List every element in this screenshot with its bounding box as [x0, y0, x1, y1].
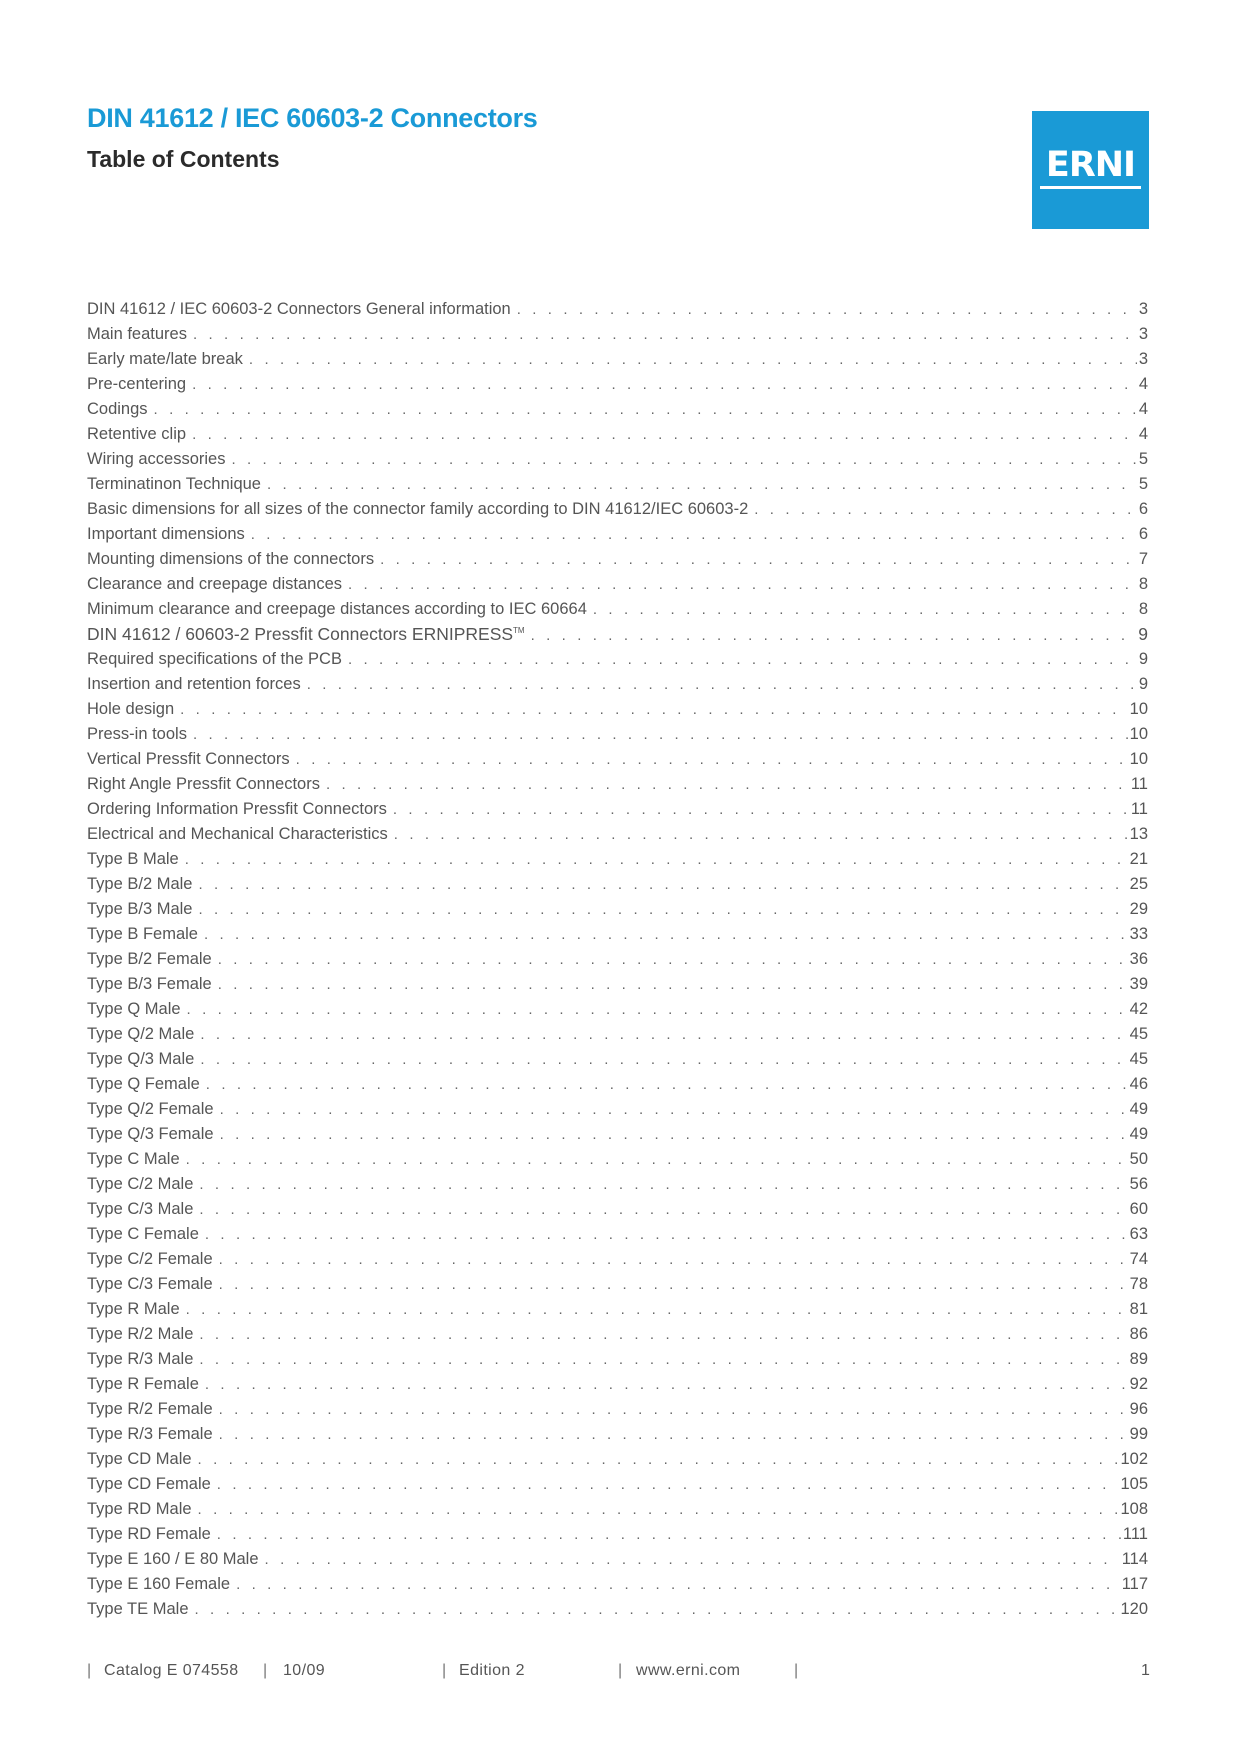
- toc-entry-title: Type R/3 Female: [87, 1425, 213, 1443]
- toc-entry-title: Type B Female: [87, 925, 198, 943]
- toc-entry-title: Type Q Male: [87, 1000, 181, 1018]
- toc-entry-title: Wiring accessories: [87, 450, 226, 468]
- toc-dot-leader: [219, 1397, 1128, 1422]
- toc-dot-leader: [154, 397, 1137, 422]
- toc-page-number: 50: [1129, 1150, 1148, 1168]
- toc-entry-title: Type R/2 Male: [87, 1325, 194, 1343]
- toc-entry[interactable]: [87, 1572, 1148, 1597]
- toc-entry[interactable]: [87, 822, 1148, 847]
- toc-entry[interactable]: [87, 1597, 1148, 1622]
- toc-entry-title: Type C/3 Female: [87, 1275, 213, 1293]
- toc-dot-leader: [326, 772, 1129, 797]
- toc-page-number: 99: [1129, 1425, 1148, 1443]
- toc-entry-title: Type C/2 Female: [87, 1250, 213, 1268]
- toc-entry[interactable]: [87, 1072, 1148, 1097]
- toc-entry[interactable]: [87, 472, 1148, 497]
- toc-entry-title: Type R Male: [87, 1300, 180, 1318]
- toc-entry-title: Type RD Male: [87, 1500, 192, 1518]
- toc-dot-leader: [200, 1047, 1127, 1072]
- footer-date: 10/09: [283, 1662, 326, 1679]
- toc-dot-leader: [192, 372, 1137, 397]
- toc-dot-leader: [195, 1597, 1119, 1622]
- toc-page-number: 6: [1138, 500, 1148, 518]
- toc-entry[interactable]: [87, 1247, 1148, 1272]
- toc-dot-leader: [186, 1147, 1128, 1172]
- toc-dot-leader: [199, 1347, 1127, 1372]
- toc-page-number: 8: [1138, 575, 1148, 593]
- toc-page-number: 33: [1129, 925, 1148, 943]
- toc-page-number: 9: [1138, 624, 1148, 644]
- toc-page-number: 3: [1138, 300, 1148, 318]
- toc-entry[interactable]: [87, 1397, 1148, 1422]
- footer-separator: |: [263, 1662, 268, 1679]
- toc-page-number: 46: [1129, 1075, 1148, 1093]
- toc-entry[interactable]: [87, 1122, 1148, 1147]
- toc-entry-title: Type C/2 Male: [87, 1175, 194, 1193]
- toc-page-number: 10: [1129, 700, 1148, 718]
- footer-separator: |: [794, 1662, 799, 1679]
- toc-entry-title: Type C Female: [87, 1225, 199, 1243]
- toc-page-number: 74: [1129, 1250, 1148, 1268]
- toc-dot-leader: [199, 1172, 1127, 1197]
- toc-page-number: 11: [1130, 775, 1148, 793]
- toc-entry[interactable]: [87, 622, 1148, 647]
- page-footer: [87, 1662, 1149, 1686]
- logo-wordmark: ERNI: [1045, 145, 1136, 185]
- toc-page-number: 45: [1129, 1025, 1148, 1043]
- toc-entry-title: Important dimensions: [87, 525, 245, 543]
- page-subtitle: Table of Contents: [87, 146, 280, 172]
- toc-entry-title: Clearance and creepage distances: [87, 575, 343, 593]
- toc-page-number: 49: [1129, 1100, 1148, 1118]
- toc-entry[interactable]: [87, 597, 1148, 622]
- toc-page-number: 114: [1121, 1550, 1148, 1568]
- toc-entry[interactable]: [87, 447, 1148, 472]
- footer-edition: Edition 2: [459, 1662, 525, 1679]
- toc-dot-leader: [205, 1372, 1128, 1397]
- logo-underline: [1040, 186, 1141, 189]
- toc-dot-leader: [265, 1547, 1120, 1572]
- toc-dot-leader: [394, 822, 1128, 847]
- toc-dot-leader: [348, 572, 1137, 597]
- toc-entry[interactable]: [87, 1197, 1148, 1222]
- toc-dot-leader: [517, 297, 1137, 322]
- toc-dot-leader: [186, 1297, 1128, 1322]
- toc-dot-leader: [593, 597, 1137, 622]
- toc-page-number: 4: [1138, 375, 1148, 393]
- toc-entry-title: Type TE Male: [87, 1600, 189, 1618]
- toc-dot-leader: [198, 897, 1127, 922]
- toc-entry[interactable]: [87, 572, 1148, 597]
- toc-entry[interactable]: [87, 697, 1148, 722]
- toc-entry-title: Type Q/2 Male: [87, 1025, 195, 1043]
- toc-page-number: 36: [1129, 950, 1148, 968]
- toc-dot-leader: [380, 547, 1137, 572]
- toc-entry[interactable]: [87, 972, 1148, 997]
- toc-entry[interactable]: [87, 522, 1148, 547]
- toc-entry-title: DIN 41612 / 60603-2 Pressfit Connectors ERNIPRESS™: [87, 624, 525, 644]
- toc-page-number: 39: [1129, 975, 1148, 993]
- toc-entry-title: Pre-centering: [87, 375, 187, 393]
- toc-entry[interactable]: [87, 1372, 1148, 1397]
- toc-page-number: 105: [1120, 1475, 1148, 1493]
- toc-page-number: 25: [1129, 875, 1148, 893]
- toc-page-number: 111: [1122, 1525, 1148, 1543]
- toc-entry-title: Main features: [87, 325, 187, 343]
- footer-website[interactable]: www.erni.com: [636, 1662, 741, 1679]
- toc-entry[interactable]: [87, 1047, 1148, 1072]
- toc-dot-leader: [393, 797, 1129, 822]
- toc-entry-title: Type Q/3 Male: [87, 1050, 195, 1068]
- toc-entry[interactable]: [87, 1172, 1148, 1197]
- toc-entry[interactable]: [87, 1222, 1148, 1247]
- toc-entry[interactable]: [87, 797, 1148, 822]
- toc-dot-leader: [296, 747, 1128, 772]
- toc-page-number: 9: [1138, 675, 1148, 693]
- toc-dot-leader: [217, 1472, 1119, 1497]
- toc-dot-leader: [206, 1072, 1128, 1097]
- toc-entry-title: Type B/3 Female: [87, 975, 212, 993]
- toc-entry-title: Type RD Female: [87, 1525, 211, 1543]
- toc-entry[interactable]: [87, 322, 1148, 347]
- toc-entry-title: Type R/2 Female: [87, 1400, 213, 1418]
- toc-entry-title: Type R/3 Male: [87, 1350, 194, 1368]
- toc-page-number: 5: [1138, 450, 1148, 468]
- toc-dot-leader: [218, 972, 1128, 997]
- toc-page-number: 29: [1129, 900, 1148, 918]
- toc-entry-title: Type Q Female: [87, 1075, 200, 1093]
- toc-entry-title: Codings: [87, 400, 148, 418]
- toc-dot-leader: [205, 1222, 1128, 1247]
- toc-dot-leader: [193, 322, 1137, 347]
- toc-entry[interactable]: [87, 1422, 1148, 1447]
- toc-entry-title: Early mate/late break: [87, 350, 243, 368]
- toc-dot-leader: [251, 522, 1137, 547]
- toc-entry-title: Type E 160 / E 80 Male: [87, 1550, 259, 1568]
- toc-dot-leader: [198, 872, 1127, 897]
- toc-page-number: 120: [1120, 1600, 1148, 1618]
- toc-entry[interactable]: [87, 922, 1148, 947]
- toc-entry[interactable]: [87, 897, 1148, 922]
- toc-entry-title: Ordering Information Pressfit Connectors: [87, 800, 387, 818]
- toc-page-number: 45: [1129, 1050, 1148, 1068]
- toc-dot-leader: [180, 697, 1128, 722]
- toc-dot-leader: [198, 1447, 1119, 1472]
- toc-dot-leader: [193, 722, 1128, 747]
- toc-entry[interactable]: [87, 1097, 1148, 1122]
- toc-entry[interactable]: [87, 747, 1148, 772]
- toc-entry[interactable]: [87, 1472, 1148, 1497]
- toc-page-number: 89: [1129, 1350, 1148, 1368]
- toc-page-number: 13: [1129, 825, 1148, 843]
- toc-entry[interactable]: [87, 1547, 1148, 1572]
- toc-entry-title: Press-in tools: [87, 725, 187, 743]
- toc-dot-leader: [219, 1422, 1128, 1447]
- toc-entry-title: DIN 41612 / IEC 60603-2 Connectors General information: [87, 300, 511, 318]
- toc-dot-leader: [307, 672, 1137, 697]
- footer-page-number: 1: [1141, 1662, 1151, 1679]
- toc-entry[interactable]: [87, 1447, 1148, 1472]
- toc-entry[interactable]: [87, 422, 1148, 447]
- toc-page-number: 10: [1129, 750, 1148, 768]
- toc-entry-title: Minimum clearance and creepage distances according to IEC 60664: [87, 600, 587, 618]
- toc-page-number: 78: [1129, 1275, 1148, 1293]
- toc-page-number: 96: [1129, 1400, 1148, 1418]
- toc-dot-leader: [249, 347, 1137, 372]
- toc-entry[interactable]: [87, 672, 1148, 697]
- toc-page-number: 92: [1129, 1375, 1148, 1393]
- trademark-symbol: TM: [513, 626, 525, 636]
- toc-entry-title: Insertion and retention forces: [87, 675, 301, 693]
- toc-page-number: 10: [1129, 725, 1148, 743]
- toc-entry[interactable]: [87, 847, 1148, 872]
- toc-dot-leader: [218, 947, 1128, 972]
- toc-entry-title: Type B/3 Male: [87, 900, 193, 918]
- toc-page-number: 102: [1120, 1450, 1148, 1468]
- table-of-contents: [87, 297, 1148, 1622]
- toc-entry[interactable]: [87, 1022, 1148, 1047]
- toc-dot-leader: [231, 447, 1136, 472]
- toc-entry-title: Type Q/3 Female: [87, 1125, 214, 1143]
- toc-dot-leader: [219, 1247, 1128, 1272]
- toc-entry[interactable]: [87, 1272, 1148, 1297]
- toc-dot-leader: [198, 1497, 1119, 1522]
- toc-entry-title: Type R Female: [87, 1375, 199, 1393]
- toc-entry[interactable]: [87, 1147, 1148, 1172]
- toc-entry-title: Vertical Pressfit Connectors: [87, 750, 290, 768]
- toc-page-number: 6: [1138, 525, 1148, 543]
- toc-entry-title: Terminatinon Technique: [87, 475, 261, 493]
- toc-entry-title: Type CD Male: [87, 1450, 192, 1468]
- toc-dot-leader: [199, 1197, 1127, 1222]
- toc-entry-title: Type B/2 Female: [87, 950, 212, 968]
- toc-entry-title: Type CD Female: [87, 1475, 211, 1493]
- toc-entry-title: Type C/3 Male: [87, 1200, 194, 1218]
- toc-entry[interactable]: [87, 1522, 1148, 1547]
- toc-entry[interactable]: [87, 297, 1148, 322]
- toc-entry[interactable]: [87, 547, 1148, 572]
- toc-entry-title: Type B Male: [87, 850, 179, 868]
- page-title: DIN 41612 / IEC 60603-2 Connectors: [87, 103, 538, 133]
- toc-page-number: 63: [1129, 1225, 1148, 1243]
- toc-dot-leader: [192, 422, 1137, 447]
- toc-dot-leader: [267, 472, 1137, 497]
- toc-entry-title: Retentive clip: [87, 425, 187, 443]
- toc-entry-title: Type C Male: [87, 1150, 180, 1168]
- toc-entry[interactable]: [87, 1297, 1148, 1322]
- toc-entry-title: Electrical and Mechanical Characteristics: [87, 825, 388, 843]
- toc-entry[interactable]: [87, 1347, 1148, 1372]
- toc-entry[interactable]: [87, 497, 1148, 522]
- toc-page-number: 11: [1130, 800, 1148, 818]
- toc-page-number: 81: [1129, 1300, 1148, 1318]
- toc-entry[interactable]: [87, 347, 1148, 372]
- toc-page-number: 108: [1120, 1500, 1148, 1518]
- toc-entry-title: Type Q/2 Female: [87, 1100, 214, 1118]
- footer-catalog-number: Catalog E 074558: [104, 1662, 239, 1679]
- toc-dot-leader: [217, 1522, 1121, 1547]
- toc-entry-title: Type E 160 Female: [87, 1575, 231, 1593]
- toc-page-number: 60: [1129, 1200, 1148, 1218]
- toc-dot-leader: [185, 847, 1128, 872]
- toc-entry[interactable]: [87, 1497, 1148, 1522]
- toc-dot-leader: [754, 497, 1137, 522]
- toc-entry[interactable]: [87, 372, 1148, 397]
- toc-page-number: 3: [1138, 350, 1148, 368]
- toc-entry[interactable]: [87, 872, 1148, 897]
- toc-page-number: 21: [1129, 850, 1148, 868]
- toc-entry[interactable]: [87, 397, 1148, 422]
- toc-entry[interactable]: [87, 772, 1148, 797]
- toc-entry-title: Required specifications of the PCB: [87, 650, 342, 668]
- toc-page-number: 7: [1138, 550, 1148, 568]
- toc-entry[interactable]: [87, 647, 1148, 672]
- toc-dot-leader: [199, 1322, 1127, 1347]
- toc-entry-title: Hole design: [87, 700, 175, 718]
- toc-page-number: 4: [1138, 425, 1148, 443]
- toc-dot-leader: [200, 1022, 1127, 1047]
- toc-entry[interactable]: [87, 722, 1148, 747]
- footer-separator: |: [442, 1662, 447, 1679]
- toc-dot-leader: [187, 997, 1128, 1022]
- toc-entry-title: Mounting dimensions of the connectors: [87, 550, 375, 568]
- toc-page-number: 9: [1138, 650, 1148, 668]
- toc-page-number: 3: [1138, 325, 1148, 343]
- toc-page-number: 8: [1138, 600, 1148, 618]
- toc-dot-leader: [236, 1572, 1120, 1597]
- toc-entry[interactable]: [87, 947, 1148, 972]
- toc-page-number: 117: [1121, 1575, 1148, 1593]
- toc-page-number: 5: [1138, 475, 1148, 493]
- toc-page-number: 56: [1129, 1175, 1148, 1193]
- toc-dot-leader: [220, 1097, 1128, 1122]
- toc-page-number: 49: [1129, 1125, 1148, 1143]
- toc-entry-title: Right Angle Pressfit Connectors: [87, 775, 320, 793]
- erni-logo: [1032, 111, 1149, 229]
- toc-dot-leader: [220, 1122, 1128, 1147]
- toc-page-number: 42: [1129, 1000, 1148, 1018]
- footer-separator: |: [618, 1662, 623, 1679]
- toc-entry-title: Type B/2 Male: [87, 875, 193, 893]
- toc-dot-leader: [531, 623, 1137, 647]
- toc-dot-leader: [204, 922, 1128, 947]
- toc-entry[interactable]: [87, 997, 1148, 1022]
- toc-dot-leader: [348, 647, 1137, 672]
- toc-page-number: 4: [1138, 400, 1148, 418]
- toc-page-number: 86: [1129, 1325, 1148, 1343]
- toc-dot-leader: [219, 1272, 1128, 1297]
- footer-separator: |: [87, 1662, 92, 1679]
- toc-entry[interactable]: [87, 1322, 1148, 1347]
- toc-entry-title: Basic dimensions for all sizes of the connector family according to DIN 41612/IEC 60603-2: [87, 500, 749, 518]
